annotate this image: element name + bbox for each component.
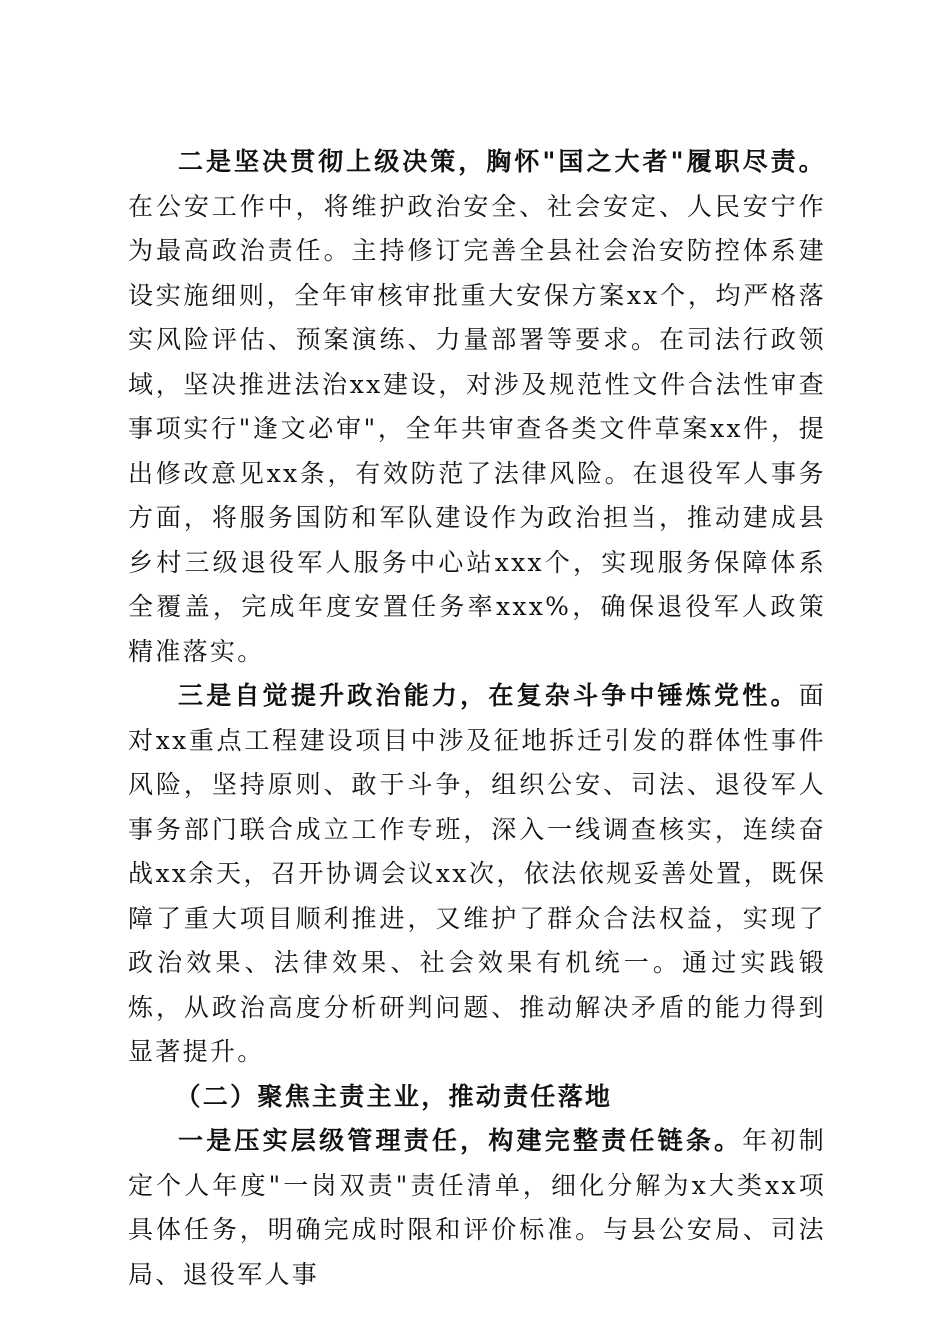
document-body xyxy=(128,140,826,1297)
paragraph-responsibility-chain xyxy=(128,1119,826,1297)
paragraph-political-ability xyxy=(128,674,826,1075)
paragraph-body: 年初制定个人年度"一岗双责"责任清单，细化分解为x大类xx项具体任务，明确完成时限和评价标准。与县公安局、司法局、退役军人事 xyxy=(128,1126,826,1289)
paragraph-lead: 二是坚决贯彻上级决策，胸怀"国之大者"履职尽责。 xyxy=(178,147,826,176)
paragraph-lead: 一是压实层级管理责任，构建完整责任链条。 xyxy=(178,1126,743,1155)
section-heading: （二）聚焦主责主业，推动责任落地 xyxy=(175,1081,613,1111)
paragraph-lead: 三是自觉提升政治能力，在复杂斗争中锤炼党性。 xyxy=(178,681,799,710)
paragraph-political-decisions xyxy=(128,140,826,674)
paragraph-body: 在公安工作中，将维护政治安全、社会安定、人民安宁作为最高政治责任。主持修订完善全县社会治安防控体系建设实施细则，全年审核审批重大安保方案xx个，均严格落实风险评估、预案演练、力量部署等要求。在司法行政领域，坚决推进法治xx建设，对涉及规范性文件合法性审查事项实行"逢文必审"，全年共审查各类文件草案xx件，提出修改意见xx条，有效防范了法律风险。在退役军人事务方面，将服务国防和军队建设作为政治担当，推动建成县乡村三级退役军人服务中心站xxx个，实现服务保障体系全覆盖，完成年度安置任务率xxx%，确保退役军人政策精准落实。 xyxy=(128,191,826,666)
paragraph-body: 面对xx重点工程建设项目中涉及征地拆迁引发的群体性事件风险，坚持原则、敢于斗争，组织公安、司法、退役军人事务部门联合成立工作专班，深入一线调查核实，连续奋战xx余天，召开协调会议xx次，依法依规妥善处置，既保障了重大项目顺利推进，又维护了群众合法权益，实现了政治效果、法律效果、社会效果有机统一。通过实践锻炼，从政治高度分析研判问题、推动解决矛盾的能力得到显著提升。 xyxy=(128,681,826,1066)
